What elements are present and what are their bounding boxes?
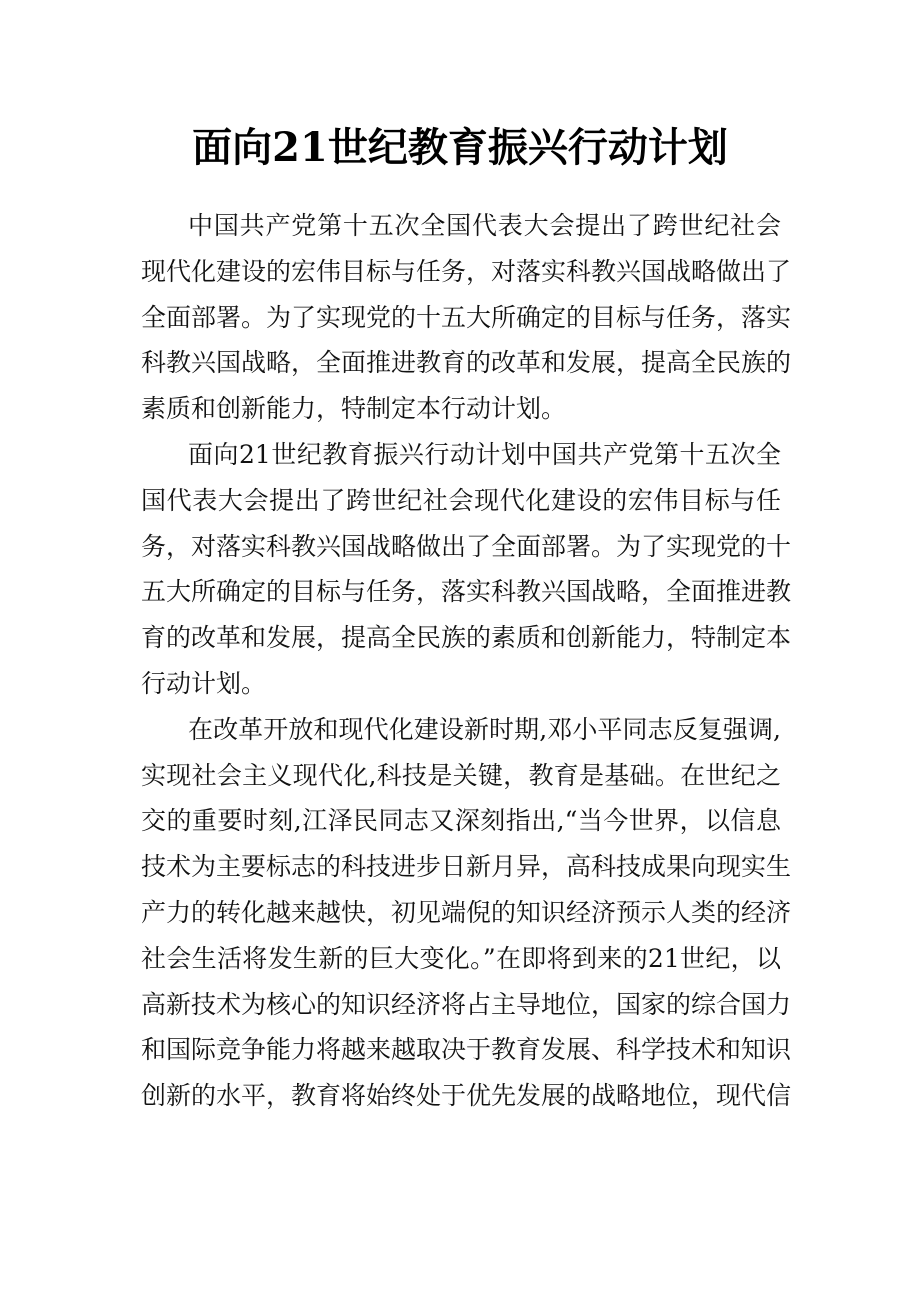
paragraph-line: 高新技术为核心的知识经济将占主导地位，国家的综合国力 xyxy=(141,989,792,1019)
paragraph-line: 国代表大会提出了跨世纪社会现代化建设的宏伟目标与任 xyxy=(141,485,781,515)
paragraph-line: 行动计划。 xyxy=(141,668,267,698)
paragraph-line: 在改革开放和现代化建设新时期,邓小平同志反复强调, xyxy=(188,714,781,744)
paragraph-3 xyxy=(141,707,792,1119)
paragraph-line: 面向21世纪教育振兴行动计划中国共产党第十五次全 xyxy=(188,439,781,469)
paragraph-line: 交的重要时刻,江泽民同志又深刻指出,“当今世界，以信息 xyxy=(141,806,781,836)
paragraph-line: 务，对落实科教兴国战略做出了全面部署。为了实现党的十 xyxy=(141,531,792,561)
paragraph-line: 社会生活将发生新的巨大变化。”在即将到来的21世纪，以 xyxy=(141,943,781,973)
document-body xyxy=(141,203,792,1119)
paragraph-line: 中国共产党第十五次全国代表大会提出了跨世纪社会 xyxy=(188,211,781,240)
paragraph-line: 和国际竞争能力将越来越取决于教育发展、科学技术和知识 xyxy=(141,1035,792,1065)
paragraph-line: 育的改革和发展，提高全民族的素质和创新能力，特制定本 xyxy=(141,623,792,653)
paragraph-line: 五大所确定的目标与任务，落实科教兴国战略，全面推进教 xyxy=(141,577,792,607)
paragraph-line: 产力的转化越来越快，初见端倪的知识经济预示人类的经济 xyxy=(141,897,792,927)
paragraph-2 xyxy=(141,432,792,707)
paragraph-line: 创新的水平，教育将始终处于优先发展的战略地位，现代信 xyxy=(141,1081,792,1111)
paragraph-line: 素质和创新能力，特制定本行动计划。 xyxy=(141,394,567,424)
paragraph-1 xyxy=(141,203,792,432)
document-title: 面向21世纪教育振兴行动计划 xyxy=(192,124,728,171)
paragraph-line: 技术为主要标志的科技进步日新月异，高科技成果向现实生 xyxy=(141,852,792,882)
paragraph-line: 现代化建设的宏伟目标与任务，对落实科教兴国战略做出了 xyxy=(141,256,792,286)
paragraph-line: 科教兴国战略，全面推进教育的改革和发展，提高全民族的 xyxy=(141,348,792,378)
paragraph-line: 实现社会主义现代化,科技是关键，教育是基础。在世纪之 xyxy=(141,760,781,790)
paragraph-line: 全面部署。为了实现党的十五大所确定的目标与任务，落实 xyxy=(141,302,792,332)
